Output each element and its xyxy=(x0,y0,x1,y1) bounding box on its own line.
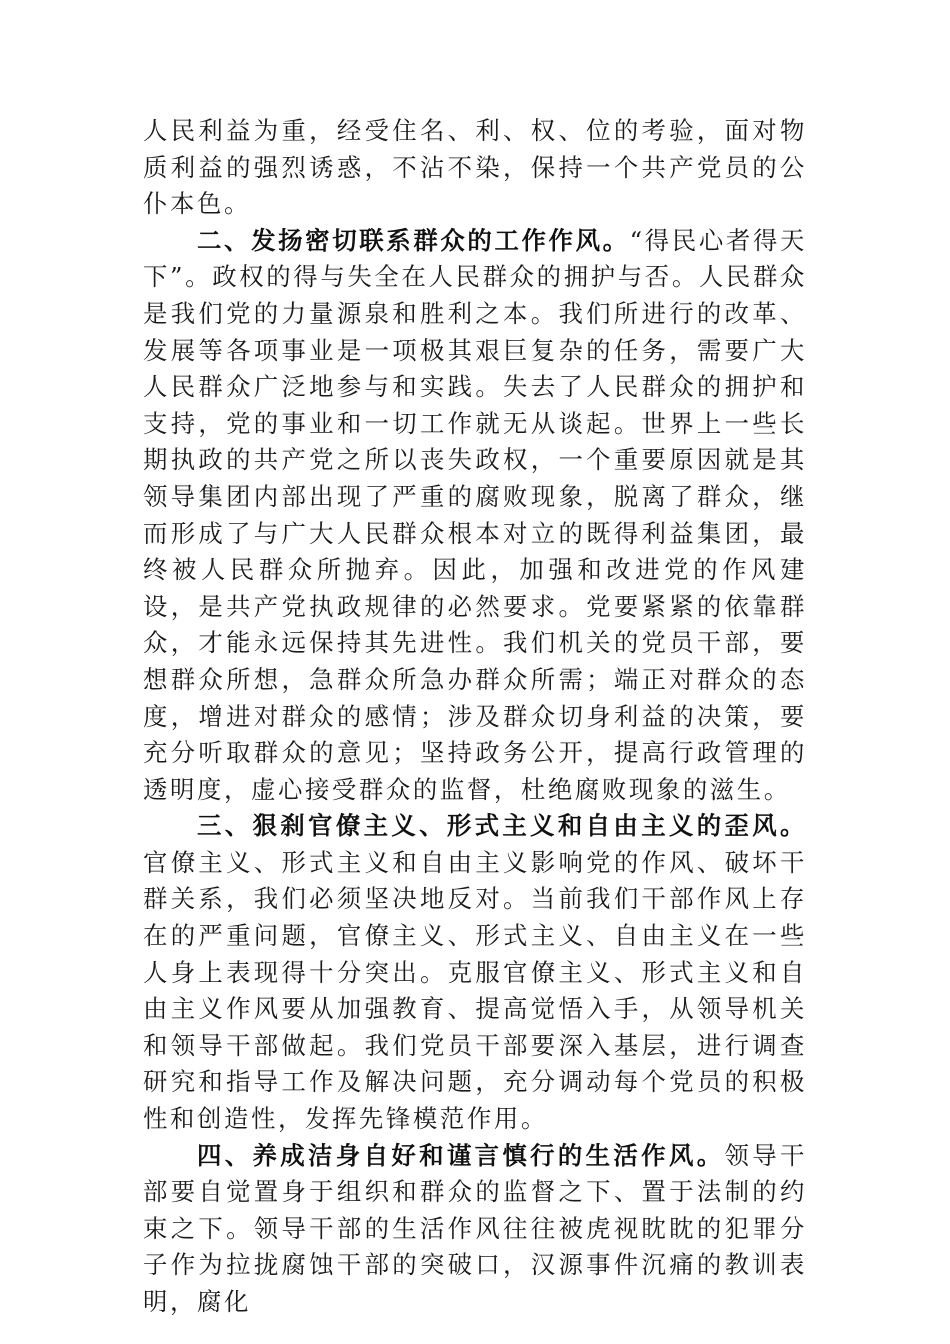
paragraph-text: 领导干部要自觉置身于组织和群众的监督之下、置于法制的约束之下。领导干部的生活作风往往被虎视眈眈的犯罪分子作为拉拢腐蚀干部的突破口，汉源事件沉痛的教训表明，腐化 xyxy=(143,1140,807,1316)
paragraph-text: 官僚主义、形式主义和自由主义影响党的作风、破坏干群关系，我们必须坚决地反对。当前我们干部作风上存在的严重问题，官僚主义、形式主义、自由主义在一些人身上表现得十分突出。克服官僚主义、形式主义和自由主义作风要从加强教育、提高觉悟入手，从领导机关和领导干部做起。我们党员干部要深入基层，进行调查研究和指导工作及解决问题，充分调动每个党员的积极性和创造性，发挥先锋模范作用。 xyxy=(143,847,807,1134)
paragraph-section-4 xyxy=(143,1138,807,1321)
paragraph-text: 人民利益为重，经受住名、利、权、位的考验，面对物质利益的强烈诱惑，不沾不染，保持一个共产党员的公仆本色。 xyxy=(143,116,807,219)
section-heading: 二、发扬密切联系群众的工作作风。 xyxy=(197,225,630,255)
paragraph-section-3 xyxy=(143,808,807,1137)
paragraph-section-2 xyxy=(143,223,807,809)
document-body xyxy=(143,113,807,1321)
paragraph-text: “得民心者得天下”。政权的得与失全在人民群众的拥护与否。人民群众是我们党的力量源泉和胜利之本。我们所进行的改革、发展等各项事业是一项极其艰巨复杂的任务，需要广大人民群众广泛地参与和实践。失去了人民群众的拥护和支持，党的事业和一切工作就无从谈起。世界上一些长期执政的共产党之所以丧失政权，一个重要原因就是其领导集团内部出现了严重的腐败现象，脱离了群众，继而形成了与广大人民群众根本对立的既得利益集团，最终被人民群众所抛弃。因此，加强和改进党的作风建设，是共产党执政规律的必然要求。党要紧紧的依靠群众，才能永远保持其先进性。我们机关的党员干部，要想群众所想，急群众所急办群众所需；端正对群众的态度，增进对群众的感情；涉及群众切身利益的决策，要充分听取群众的意见；坚持政务公开，提高行政管理的透明度，虚心接受群众的监督，杜绝腐败现象的滋生。 xyxy=(143,225,807,804)
section-heading: 三、狠刹官僚主义、形式主义和自由主义的歪风。 xyxy=(197,811,807,841)
section-heading: 四、养成洁身自好和谨言慎行的生活作风。 xyxy=(197,1140,725,1170)
paragraph-continuation xyxy=(143,113,807,223)
